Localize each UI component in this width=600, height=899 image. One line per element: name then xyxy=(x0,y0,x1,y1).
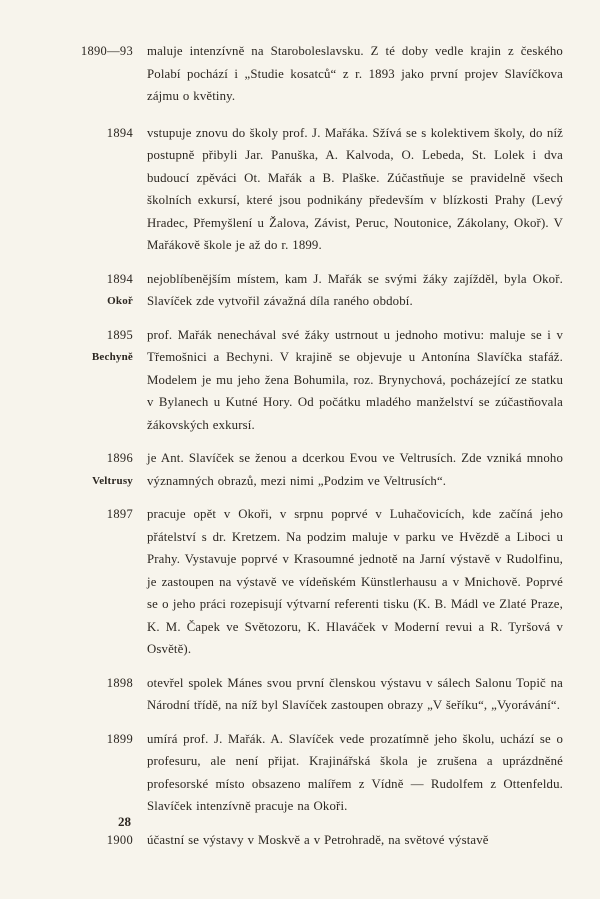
entry-margin xyxy=(0,672,147,717)
chronology-list xyxy=(0,40,600,862)
entry-text: pracuje opět v Okoři, v srpnu poprvé v Luhačovicích, kde začíná jeho přátelství s dr. Kretzem. Na podzim maluje v parku ve Hvězdě a Liboci u Prahy. Vystavuje poprvé v Krasoumné jednotě na Jarní výstavě v Rudolfinu, je zastoupen na výstavě ve vídeňském Künstlerhausu a v Mnichově. Poprvé se o jeho práci rozepisují výtvarní referenti tisku (K. B. Mádl ve Zlaté Praze, K. M. Čapek ve Světozoru, K. Hlaváček v Moderní revui a R. Tyršová v Osvětě). xyxy=(147,507,563,656)
chronology-entry xyxy=(0,324,600,437)
entry-year: 1897 xyxy=(106,507,133,521)
chronology-entry xyxy=(0,503,600,661)
entry-text: vstupuje znovu do školy prof. J. Mařáka. Sžívá se s kolektivem školy, do níž postupně přibyli Jar. Panuška, A. Kalvoda, O. Lebeda, St. Lolek i dva budoucí zpěváci Ot. Mařák a B. Plaške. Zúčastňuje se pravidelně všech školních exkursí, které jsou podnikány především v blízkosti Prahy (Levý Hradec, Přemyšlení u Žalova, Závist, Peruc, Noutonice, Zákolany, Okoř). V Mařákově škole je až do r. 1899. xyxy=(147,125,563,252)
entry-year: 1896 xyxy=(106,451,133,465)
entry-margin xyxy=(0,268,147,313)
chronology-entry xyxy=(0,268,600,313)
entry-text: umírá prof. J. Mařák. A. Slavíček vede prozatímně jeho školu, uchází se o profesuru, ale není přijat. Krajinářská škola je zrušena a uprázdněné profesorské místo obsazeno malířem z Vídně — Rudolfem z Ottenfeldu. Slavíček intenzívně pracuje na Okoři. xyxy=(147,731,563,813)
entry-year: 1898 xyxy=(106,675,133,690)
entry-margin xyxy=(0,728,147,818)
entry-year: 1894 xyxy=(106,125,133,140)
chronology-entry xyxy=(0,40,600,108)
chronology-entry xyxy=(0,672,600,717)
entry-year: 1899 xyxy=(106,731,133,746)
entry-text: je Ant. Slavíček se ženou a dcerkou Evou ve Veltrusích. Zde vzniká mnoho významných obrazů, mezi nimi „Podzim ve Veltrusích“. xyxy=(147,451,563,488)
entry-margin xyxy=(0,324,147,437)
entry-text: otevřel spolek Mánes svou první členskou výstavu v sálech Salonu Topič na Národní třídě, na níž byl Slavíček zastoupen obrazy „V šeříku“, „Vyorávání“. xyxy=(147,675,563,712)
entry-margin xyxy=(0,40,147,108)
entry-year: 1894 xyxy=(106,271,133,286)
entry-margin xyxy=(0,122,147,257)
chronology-entry xyxy=(0,829,600,852)
entry-text: nejoblíbenějším místem, kam J. Mařák se svými žáky zajížděl, byla Okoř. Slavíček zde vytvořil závažná díla raného období. xyxy=(147,271,563,308)
entry-text: maluje intenzívně na Staroboleslavsku. Z té doby vedle krajin z českého Polabí pochází i „Studie kosatců“ z r. 1893 jako první projev Slavíčkova zájmu o květiny. xyxy=(147,44,563,103)
entry-year: 1890—93 xyxy=(80,44,133,58)
entry-place: Veltrusy xyxy=(92,474,133,487)
entry-text: účastní se výstavy v Moskvě a v Petrohradě, na světové výstavě xyxy=(147,832,489,847)
entry-year: 1895 xyxy=(106,327,133,342)
entry-place: Okoř xyxy=(107,295,133,307)
chronology-entry xyxy=(0,122,600,257)
entry-margin xyxy=(0,447,147,492)
page-number: 28 xyxy=(118,814,131,829)
chronology-entry xyxy=(0,447,600,492)
entry-margin xyxy=(0,829,147,852)
entry-place: Bechyně xyxy=(91,351,133,363)
entry-text: prof. Mařák nenechával své žáky ustrnout u jednoho motivu: maluje se i v Třemošnici a Bechyni. V krajině se objevuje u Antonína Slavíčka stafáž. Modelem je mu jeho žena Bohumila, roz. Brynychová, pocházející ze statku v Bylanech u Kutné Hory. Od počátku mladého manželství se zúčastňovala žákovských exkursí. xyxy=(147,327,563,432)
entry-margin xyxy=(0,503,147,661)
entry-year: 1900 xyxy=(106,832,133,847)
chronology-entry xyxy=(0,728,600,818)
